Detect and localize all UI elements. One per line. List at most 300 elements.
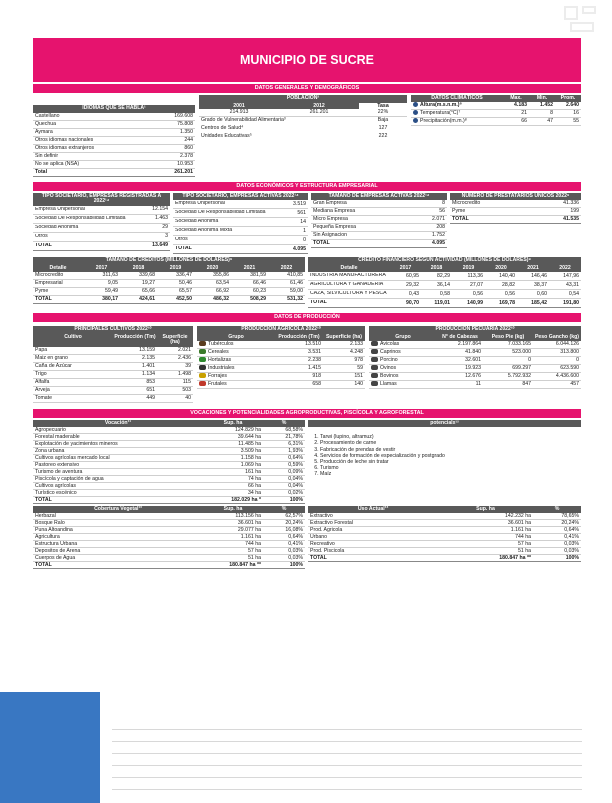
- table-row: [33, 490, 305, 497]
- table-row: [197, 381, 365, 389]
- table-row: [197, 349, 365, 357]
- borrowers-table: [450, 193, 581, 255]
- forage-icon: [199, 373, 206, 378]
- cell-value: 978: [354, 357, 363, 364]
- row-label: Maiz en grano: [35, 354, 68, 361]
- cell-value: 1.752: [432, 232, 445, 239]
- row-label: Unidades Educativas⁵: [201, 133, 252, 140]
- table-row: [33, 534, 305, 541]
- row-label: Turístico escénico: [35, 490, 77, 496]
- row-label: Grado de Vulnerabilidad Alimentaria³: [201, 117, 286, 124]
- row-label: Frutales: [197, 381, 275, 388]
- section-general-header: DATOS GENERALES Y DEMOGRÁFICOS: [33, 84, 581, 93]
- row-label: Turismo de aventura: [35, 469, 83, 475]
- table-row: [33, 288, 305, 296]
- table-row: [311, 240, 447, 248]
- row-label: Micro Empresa: [313, 216, 348, 223]
- vocation-table: [33, 420, 305, 504]
- climate-value: 4.183: [514, 102, 527, 108]
- table-row: [33, 272, 305, 280]
- cell-value: 57 ha: [518, 541, 531, 548]
- cell-value: 59,49: [105, 288, 118, 295]
- cell-value: 561: [297, 209, 306, 216]
- row-label: Otros: [35, 233, 48, 239]
- row-label: Papa: [35, 346, 48, 353]
- column-header: Sup. ha: [223, 506, 243, 512]
- column-header: Grupo: [228, 333, 244, 340]
- column-header-row: [197, 334, 365, 341]
- row-label: Otros idiomas nacionales: [35, 136, 94, 143]
- agricultural-table: [197, 326, 365, 402]
- cell-value: 699.297: [512, 365, 531, 372]
- table-row: [173, 200, 308, 209]
- table-row: [33, 387, 193, 395]
- climate-column: Prom.: [560, 95, 576, 101]
- llama-icon: [371, 381, 378, 386]
- row-label: TOTAL: [35, 562, 52, 569]
- cell-value: 1.134: [142, 370, 155, 377]
- row-label: Empresa Unipersonal: [175, 201, 225, 207]
- active-company-header: TIPO SOCIETARIO, EMPRESAS ACTIVAS 2022¹⁴: [173, 193, 308, 201]
- rate-label: Tasa: [359, 103, 407, 109]
- cell-value: 424,61: [139, 296, 155, 303]
- column-header: Producción (Tm): [114, 333, 156, 340]
- company-type-header: TIPO SOCIETARIO, EMPRESAS REGISTRADAS A 2022¹⁴: [33, 193, 170, 206]
- climate-value: 47: [547, 118, 553, 124]
- column-header: N° de Cabezas: [442, 333, 478, 340]
- cell-value: 56: [439, 208, 445, 215]
- column-header: 2021: [243, 264, 256, 271]
- cell-value: 2.197.864: [457, 341, 481, 348]
- agricultural-header: PRODUCCIÓN AGRÍCOLA 2022¹⁰: [197, 326, 365, 334]
- column-header: Peso Gancho (kg): [534, 333, 580, 340]
- climate-column: Min.: [536, 95, 548, 101]
- column-header: 2020: [495, 264, 507, 271]
- row-label: Microcredito: [35, 272, 64, 279]
- row-label: Tomate: [35, 394, 53, 401]
- potential-item: 1. Tarwi (lupino, altramuz): [320, 434, 581, 440]
- row-label: Pequeña Empresa: [313, 224, 356, 231]
- cell-value: 34 ha: [248, 490, 261, 496]
- cell-value: 169,78: [499, 299, 515, 306]
- table-row: [308, 555, 581, 562]
- cell-value: 457: [570, 381, 579, 388]
- cell-value: 185,42: [531, 299, 547, 306]
- climate-table: [411, 95, 581, 177]
- table-row: [33, 469, 305, 476]
- factory-icon: [199, 365, 206, 370]
- cell-value: 4.095: [293, 245, 306, 252]
- table-row: [173, 236, 308, 245]
- column-header: Peso Pie (kg): [491, 333, 525, 340]
- cell-value: 182.029 ha *: [231, 497, 261, 503]
- cell-value: 66,92: [216, 288, 229, 295]
- table-row: [311, 208, 447, 216]
- cell-value: 41.535: [563, 216, 579, 223]
- table-row: [369, 349, 581, 357]
- cell-value: 8: [442, 200, 445, 207]
- table-row: [33, 476, 305, 483]
- column-header: 2017: [95, 264, 108, 271]
- cell-value: 2.238: [308, 357, 321, 364]
- cell-value: 2.071: [432, 216, 445, 223]
- row-label: TOTAL: [35, 497, 52, 503]
- cell-value: 140: [354, 381, 363, 388]
- cell-value: 523.000: [512, 349, 531, 356]
- cell-value: 11: [475, 381, 481, 388]
- table-row: [308, 281, 581, 290]
- climate-header: DATOS CLIMÁTICOS: [431, 95, 483, 101]
- table-row: [311, 224, 447, 232]
- climate-value: 8: [550, 110, 553, 116]
- cell-value: 503: [182, 386, 191, 393]
- cell-value: 0,54: [568, 290, 579, 297]
- column-header: Detalle: [49, 264, 67, 271]
- column-header: %: [281, 419, 287, 426]
- table-row: [33, 137, 195, 145]
- cell-value: 4.095: [432, 240, 445, 247]
- row-label: Sin definir: [35, 152, 59, 159]
- cell-value: 75.808: [177, 120, 193, 127]
- cell-value: Baja: [377, 117, 389, 124]
- cell-value: 0: [528, 357, 531, 364]
- table-row: [369, 357, 581, 365]
- cell-value: 11.485 ha: [238, 441, 261, 447]
- cell-value: 2.436: [178, 354, 191, 361]
- potential-item: 2. Procesamiento de carne: [320, 440, 581, 446]
- table-row: [197, 373, 365, 381]
- cell-value: 29,32: [406, 281, 419, 288]
- cell-value: 918: [312, 373, 321, 380]
- column-header: 2018: [132, 264, 145, 271]
- climate-icon: [413, 110, 418, 115]
- cell-value: 27,07: [470, 281, 483, 288]
- table-row: [33, 371, 193, 379]
- column-header: Superficie (ha): [162, 333, 188, 346]
- table-row: [33, 215, 170, 224]
- credit-size-table: [33, 257, 305, 308]
- column-header: Grupo: [395, 333, 411, 340]
- row-label: Sociedad De Responsabilidad Limitada: [35, 215, 126, 221]
- row-label: Sin Asignacion: [313, 232, 348, 239]
- column-header-row: [33, 420, 305, 427]
- row-label: Aymara: [35, 128, 53, 135]
- cell-value: 311,63: [102, 272, 118, 279]
- row-label: Bovinos: [369, 373, 437, 380]
- column-header: 2018: [430, 264, 443, 271]
- table-row: [308, 527, 581, 534]
- table-row: [33, 555, 305, 562]
- cell-value: 3: [165, 233, 168, 240]
- cell-value: 12.676: [465, 373, 481, 380]
- footer-lines: [112, 718, 582, 790]
- cell-value: 3.531: [308, 349, 321, 356]
- table-row: [308, 299, 581, 308]
- cell-value: 147,96: [563, 272, 579, 279]
- table-row: [173, 218, 308, 227]
- cell-value: 113.156 ha: [235, 513, 261, 520]
- cell-value: 36,14: [437, 281, 450, 288]
- cell-value: 13.510: [305, 341, 321, 348]
- row-label: Depositos de Arena: [35, 548, 81, 555]
- row-label: Herbazal: [35, 513, 56, 520]
- cell-value: 2.135: [142, 354, 155, 361]
- column-header: 2019: [169, 264, 182, 271]
- row-label: Microcredito: [452, 200, 481, 207]
- row-label: Puna Altoandina: [35, 527, 73, 534]
- cell-value: 39.644 ha: [237, 434, 261, 440]
- cow-icon: [371, 373, 378, 378]
- column-header: Sup. ha: [223, 419, 243, 426]
- municipality-sheet: [33, 38, 581, 569]
- cell-value: 1.415: [308, 365, 321, 372]
- cell-value: 0,64%: [288, 455, 303, 461]
- company-size-table: [311, 193, 447, 255]
- row-label: Sociedad Anonima: [35, 224, 79, 230]
- cell-value: 19.923: [465, 365, 481, 372]
- table-row: [33, 145, 195, 153]
- cell-value: 244: [184, 136, 193, 143]
- table-row: [308, 290, 581, 299]
- row-label: Forestal maderable: [35, 434, 80, 440]
- population-header: POBLACIÓN²: [199, 95, 407, 103]
- cell-value: 0,03%: [564, 541, 579, 548]
- column-header-row: [33, 265, 305, 272]
- row-label: Otros idiomas extranjeros: [35, 144, 95, 151]
- cell-value: 127: [378, 125, 388, 132]
- cell-value: 1.350: [180, 128, 193, 135]
- table-row: [33, 455, 305, 462]
- row-label: Cereales: [197, 349, 275, 356]
- cell-value: 13.159: [139, 346, 155, 353]
- cell-value: 381,59: [250, 272, 266, 279]
- cell-value: 208: [436, 224, 445, 231]
- cell-value: 61,46: [290, 280, 303, 287]
- population-block: [199, 95, 407, 177]
- row-label: Cultivos agrícolas: [35, 483, 76, 489]
- cell-value: 191,80: [563, 299, 579, 306]
- cell-value: 43,31: [566, 281, 579, 288]
- cell-value: 100%: [289, 562, 303, 569]
- row-label: Extractivo: [310, 513, 333, 520]
- table-row: [33, 206, 170, 215]
- cell-value: 1,93%: [288, 448, 303, 454]
- vegetation-table: [33, 506, 305, 569]
- cell-value: 0,43: [408, 290, 419, 297]
- row-label: TOTAL: [35, 296, 52, 303]
- table-row: [308, 513, 581, 520]
- cell-value: 199: [570, 208, 579, 215]
- row-label: Prod. Agricola: [310, 527, 343, 534]
- credit-activity-table: [308, 257, 581, 308]
- chicken-icon: [371, 341, 378, 346]
- livestock-header: PRODUCCIÓN PECUARIA 2022¹⁰: [369, 326, 581, 334]
- climate-value: 21: [521, 110, 527, 116]
- cell-value: 29: [162, 224, 168, 231]
- table-row: [311, 200, 447, 208]
- potential-item: 5. Producción de leche sin tratar: [320, 459, 581, 465]
- cell-value: 63,54: [216, 280, 229, 287]
- row-label: Total: [35, 168, 48, 175]
- row-label: Sociedad Anonima Mixta: [175, 228, 233, 234]
- row-label: Sociedad Anonima: [175, 219, 219, 225]
- cell-value: 82,29: [437, 272, 450, 279]
- column-header-row: [308, 265, 581, 272]
- cell-value: 38,37: [534, 281, 547, 288]
- company-type-table: [33, 193, 170, 255]
- cell-value: 0,56: [472, 290, 483, 297]
- table-row: [173, 245, 308, 254]
- table-row: [33, 347, 193, 355]
- climate-label: Altura(m.s.n.m.)⁶: [411, 102, 503, 109]
- table-row: [197, 365, 365, 373]
- climate-value: 2.640: [566, 102, 579, 108]
- cell-value: 222: [378, 133, 388, 140]
- row-label: Tubérculos: [197, 341, 275, 348]
- table-row: [199, 117, 407, 125]
- row-label: Industriales: [197, 365, 275, 372]
- row-label: Caña de Azúcar: [35, 362, 72, 369]
- year-2001: 2001: [233, 102, 245, 109]
- cell-value: 860: [184, 144, 193, 151]
- credit-activity-header: CRÉDITO FINANCIERO SEGÚN ACTIVIDAD (MILLONES DE DÓLARES)⁹: [308, 257, 581, 265]
- row-label: Centros de Salud⁴: [201, 125, 244, 132]
- row-label: Extractivo Forestal: [310, 520, 353, 527]
- land-use-table: [308, 506, 581, 569]
- table-row: [33, 527, 305, 534]
- table-row: [450, 216, 581, 224]
- climate-column: Max.: [510, 95, 522, 101]
- table-row: [33, 520, 305, 527]
- cell-value: 124.829 ha: [235, 427, 261, 433]
- table-row: [311, 232, 447, 240]
- row-label: Explotación de yacimientos mineros: [35, 441, 118, 447]
- table-row: [369, 341, 581, 349]
- cell-value: 13.649: [152, 242, 168, 249]
- table-row: [33, 541, 305, 548]
- table-row: [33, 434, 305, 441]
- column-header: %: [281, 506, 287, 512]
- vegetable-icon: [199, 357, 206, 362]
- footer-decoration: [0, 692, 100, 803]
- livestock-table: [369, 326, 581, 402]
- table-row: [311, 216, 447, 224]
- cell-value: 0,56: [504, 290, 515, 297]
- row-label: TOTAL: [175, 246, 192, 252]
- row-label: Quechua: [35, 120, 57, 127]
- row-label: Caprinos: [369, 349, 437, 356]
- table-row: [33, 379, 193, 387]
- cell-value: 651: [146, 386, 155, 393]
- column-header: Detalle: [340, 264, 358, 271]
- active-company-table: [173, 193, 308, 255]
- cell-value: 4.436.600: [555, 373, 579, 380]
- row-label: Mediana Empresa: [313, 208, 356, 215]
- cell-value: 142.232 ha: [505, 513, 531, 520]
- table-row: [33, 355, 193, 363]
- cell-value: 20,24%: [561, 520, 579, 527]
- cell-value: 1.498: [178, 370, 191, 377]
- cell-value: 1.161 ha: [510, 527, 531, 534]
- cell-value: 339,68: [139, 272, 155, 279]
- table-row: [33, 169, 195, 177]
- cell-value: 28,82: [502, 281, 515, 288]
- cell-value: 0,59%: [288, 462, 303, 468]
- column-header: Uso Actual¹³: [357, 506, 389, 512]
- cell-value: 151: [354, 373, 363, 380]
- pop-rate: 22%: [377, 108, 389, 115]
- row-label: INDUSTRIA MANUFACTURERA: [310, 273, 386, 279]
- cell-value: 65,66: [142, 288, 155, 295]
- cell-value: 410,85: [287, 272, 303, 279]
- climate-row: [411, 102, 581, 110]
- row-label: Porcino: [369, 357, 437, 364]
- row-label: Bosque Ralo: [35, 520, 65, 527]
- cell-value: 261.201: [174, 168, 193, 175]
- cell-value: 0,02%: [288, 490, 303, 496]
- cell-value: 847: [522, 381, 531, 388]
- cell-value: 0,41%: [288, 541, 303, 548]
- table-row: [33, 548, 305, 555]
- table-row: [33, 153, 195, 161]
- cell-value: 1.463: [155, 215, 168, 222]
- table-row: [33, 562, 305, 569]
- table-row: [33, 497, 305, 504]
- cell-value: 0,41%: [564, 534, 579, 541]
- table-row: [33, 296, 305, 304]
- table-row: [308, 534, 581, 541]
- table-row: [308, 541, 581, 548]
- cell-value: 36.601 ha: [507, 520, 531, 527]
- climate-value: 1.452: [540, 102, 553, 108]
- cell-value: 508,29: [250, 296, 266, 303]
- column-header: %: [554, 506, 560, 512]
- table-row: [33, 448, 305, 455]
- cell-value: 21,78%: [285, 434, 303, 440]
- cell-value: 12.154: [152, 206, 168, 213]
- cell-value: 0,04%: [288, 483, 303, 489]
- row-label: Cultivos agrícolas mercado local: [35, 455, 110, 461]
- column-header: Superficie (ha): [325, 333, 363, 340]
- column-header: Producción (Tm): [278, 333, 320, 340]
- table-row: [33, 427, 305, 434]
- row-label: Sociedad De Responsabilidad Limitada: [175, 210, 266, 216]
- column-header: 2022: [559, 264, 571, 271]
- row-label: Trigo: [35, 370, 47, 377]
- row-label: Hortalizas: [197, 357, 275, 364]
- row-label: Empresarial: [35, 280, 63, 287]
- cell-value: 6,31%: [288, 441, 303, 447]
- column-header: Cobertura Vegetal¹³: [94, 506, 142, 512]
- pig-icon: [371, 357, 378, 362]
- climate-row: [411, 118, 581, 126]
- row-label: Prod. Piscicola: [310, 548, 345, 555]
- cell-value: 115: [182, 378, 191, 385]
- table-row: [33, 462, 305, 469]
- languages-table: [33, 95, 195, 177]
- climate-icon: [413, 102, 418, 107]
- row-label: Pastoreo extensivo: [35, 462, 80, 468]
- column-header: Vocación¹¹: [104, 419, 132, 426]
- column-header-row: [33, 334, 193, 347]
- table-row: [33, 113, 195, 121]
- cell-value: 100%: [565, 555, 579, 562]
- cell-value: 9,05: [107, 280, 118, 287]
- table-row: [33, 441, 305, 448]
- climate-label: Temperatura(°C)⁷: [411, 110, 503, 117]
- cell-value: 39: [185, 362, 191, 369]
- potential-item: 3. Fabricación de prendas de vestir: [320, 447, 581, 453]
